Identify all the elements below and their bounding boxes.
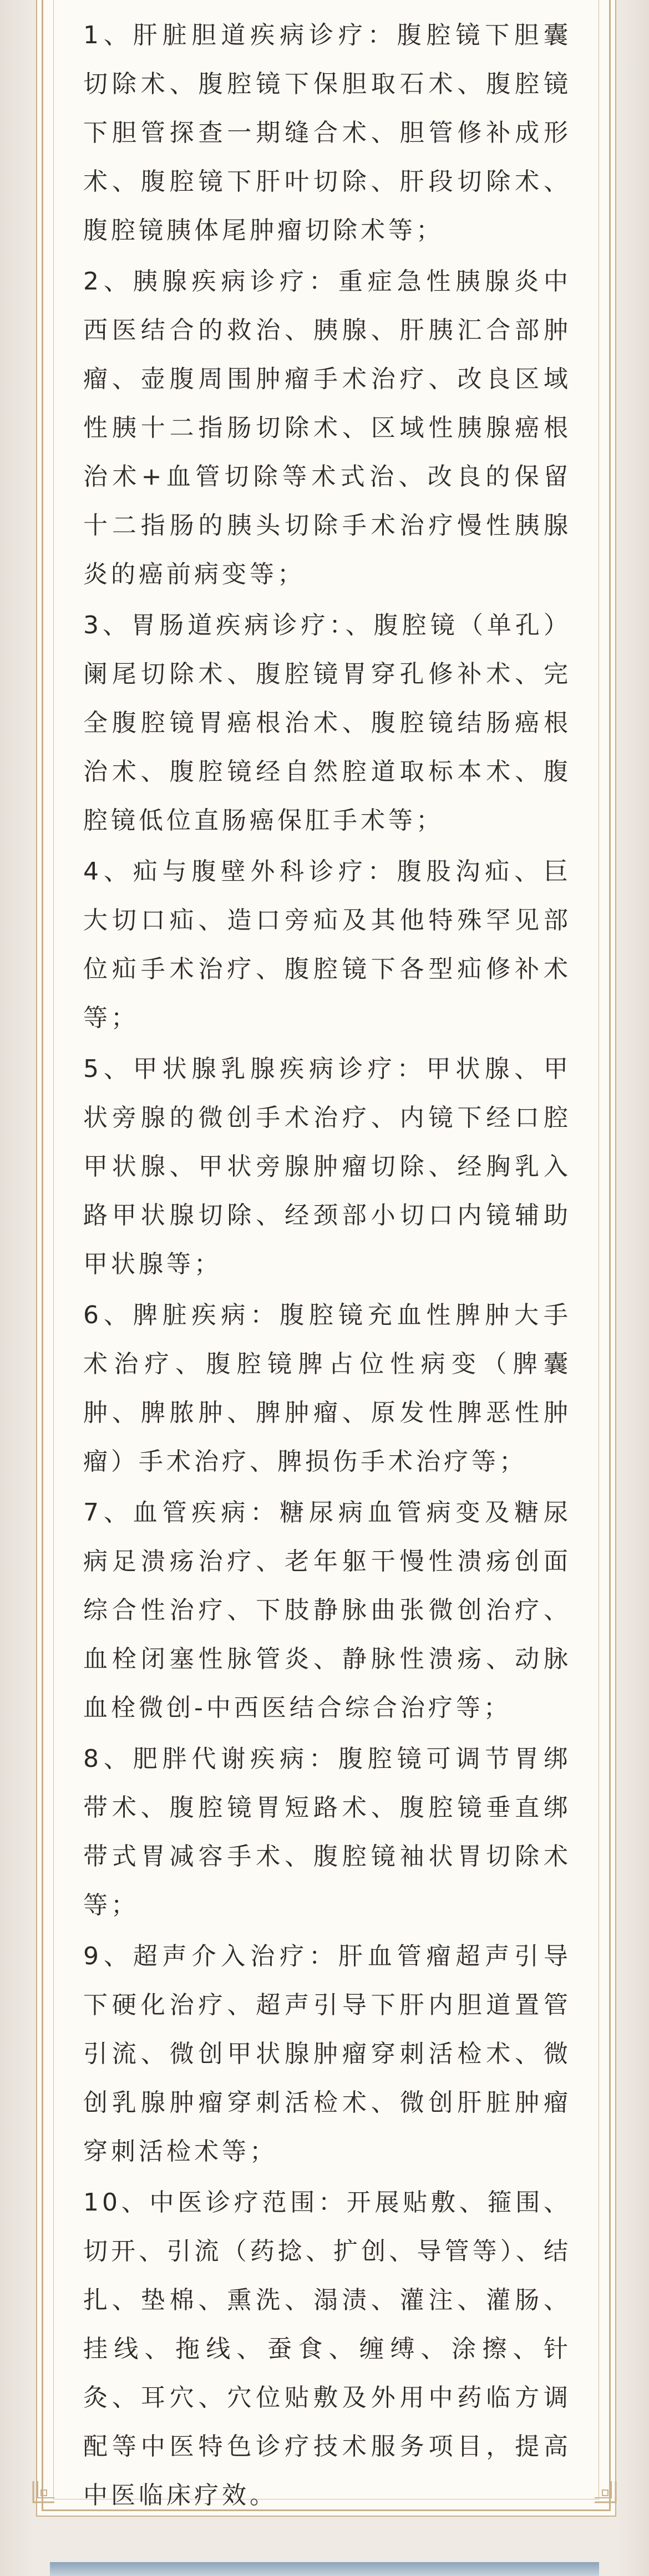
list-item-pancreas: 2、胰腺疾病诊疗：重症急性胰腺炎中西医结合的救治、胰腺、肝胰汇合部肿瘤、壶腹周围肿瘤手术治疗、改良区域性胰十二指肠切除术、区域性胰腺癌根治术+血管切除等术式治、改良的保留十二指肠的胰头切除手术治疗慢性胰腺炎的癌前病变等； [83,267,571,588]
corner-ornament-right-icon [592,2479,618,2504]
list-item-obesity-metabolic: 8、肥胖代谢疾病：腹腔镜可调节胃绑带术、腹腔镜胃短路术、腹腔镜垂直绑带式胃减容手术、腹腔镜袖状胃切除术等； [83,1745,571,1919]
list-item-thyroid-breast: 5、甲状腺乳腺疾病诊疗：甲状腺、甲状旁腺的微创手术治疗、内镜下经口腔甲状腺、甲状旁腺肿瘤切除、经胸乳入路甲状腺切除、经颈部小切口内镜辅助甲状腺等； [83,1055,571,1278]
list-item-spleen: 6、脾脏疾病：腹腔镜充血性脾肿大手术治疗、腹腔镜脾占位性病变（脾囊肿、脾脓肿、脾肿瘤、原发性脾恶性肿瘤）手术治疗、脾损伤手术治疗等； [83,1301,571,1476]
list-item-hernia: 4、疝与腹壁外科诊疗：腹股沟疝、巨大切口疝、造口旁疝及其他特殊罕见部位疝手术治疗、腹腔镜下各型疝修补术等； [83,857,571,1032]
treatment-list [83,11,571,2522]
list-item-tcm-scope: 10、中医诊疗范围：开展贴敷、箍围、切开、引流（药捻、扩创、导管等）、结扎、垫棉、熏洗、溻渍、灌注、灌肠、挂线、拖线、蚕食、缠缚、涂擦、针灸、耳穴、穴位贴敷及外用中药临方调配等中医特色诊疗技术服务项目，提高中医临床疗效。 [83,2188,571,2509]
list-item-vascular: 7、血管疾病：糖尿病血管病变及糖尿病足溃疡治疗、老年躯干慢性溃疡创面综合性治疗、下肢静脉曲张微创治疗、血栓闭塞性脉管炎、静脉性溃疡、动脉血栓微创-中西医结合综合治疗等； [83,1498,571,1722]
corner-ornament-left-icon [31,2479,57,2504]
list-item-hepatobiliary: 1、肝脏胆道疾病诊疗：腹腔镜下胆囊切除术、腹腔镜下保胆取石术、腹腔镜下胆管探查一期缝合术、胆管修补成形术、腹腔镜下肝叶切除、肝段切除术、腹腔镜胰体尾肿瘤切除术等； [83,21,571,245]
list-item-ultrasound-intervention: 9、超声介入治疗：肝血管瘤超声引导下硬化治疗、超声引导下肝内胆道置管引流、微创甲状腺肿瘤穿刺活检术、微创乳腺肿瘤穿刺活检术、微创肝脏肿瘤穿刺活检术等； [83,1942,571,2166]
bottom-image-strip [50,2562,599,2576]
list-item-gastrointestinal: 3、胃肠道疾病诊疗：、腹腔镜（单孔）阑尾切除术、腹腔镜胃穿孔修补术、完全腹腔镜胃癌根治术、腹腔镜结肠癌根治术、腹腔镜经自然腔道取标本术、腹腔镜低位直肠癌保肛手术等； [83,611,571,835]
